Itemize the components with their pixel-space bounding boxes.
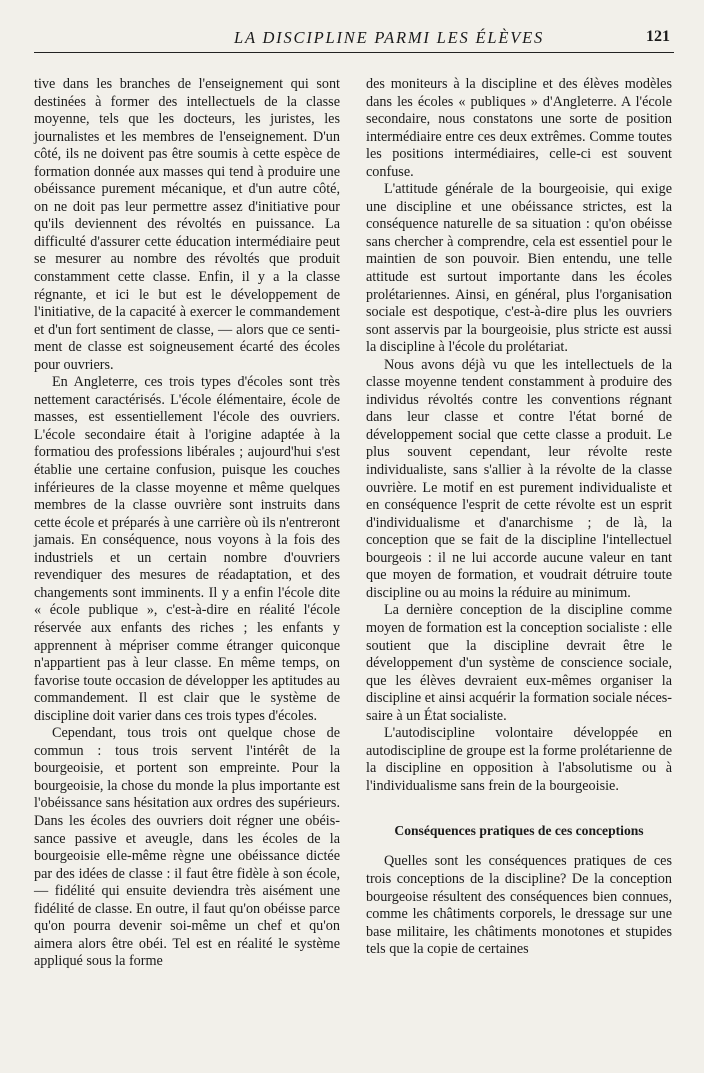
paragraph: En Angleterre, ces trois types d'écoles sont très nettement caractérisés. L'école élémentaire, école de masses, est essentiellement l'école des ouvriers. L'école secondaire était à l'origine adaptée à la formatiou des professions libérales ; aujourd'hui s'est établie une certaine confusion, puisque les couches inférieures de la classe moyenne et même quelques membres de la classe ouvrière sont instruits dans cette école et préparés à une carrière où ils n'entreront jamais. En conséquence, nous voyons à la fois des industriels et un certain nombre d'ouvriers revendiquer des mesures de réadaptation, et des changements sont imminents. Il y a enfin l'école dite « école publique », c'est-à-dire en réalité l'école réservée aux enfants des riches ; les enfants y apprennent à mépriser comme étranger quiconque n'appartient pas à leur classe. En même temps, on favorise toute occasion de développer les aptitudes au commandement. Il est clair que le système de discipline doit varier dans ces trois types d'écoles. (34, 374, 340, 724)
right-column (366, 76, 672, 959)
paragraph: Nous avons déjà vu que les intellectuels de la classe moyenne tendent constamment à produire des individus révoltés contre les conventions régnant dans leur classe et contre l'état borné de développement social que cette classe a produit. Le plus souvent cependant, leur révolte reste individualiste, sans s'allier à la révolte de la classe ouvrière. Le motif en est purement individualiste et en conséquence l'esprit de cette révolte est un esprit d'individualisme et d'anarchisme ; de là, la conception que se fait de la discipline l'intellectuel bourgeois : il ne lui accorde aucune valeur en tant que moyen de formation, et voudrait détruire toute discipline ou au moins la réduire au minimum. (366, 356, 672, 601)
running-title: LA DISCIPLINE PARMI LES ÉLÈVES (233, 28, 545, 47)
paragraph: des moniteurs à la discipline et des élèves modèles dans les écoles « publiques » d'Angleterre. A l'école secondaire, nous constatons une sorte de position intermédiaire entre ces deux extrêmes. Comme toutes les positions intermédiaires, celle-ci est souvent confuse. (366, 76, 672, 180)
paragraph: L'attitude générale de la bourgeoisie, qui exige une discipline et une obéissance strictes, est la conséquence naturelle de sa situation : qu'on obéisse sans chercher à comprendre, cela est essentiel pour le maintien de son pouvoir. Bien entendu, une telle attitude est surtout importante dans les écoles prolétariennes. Ainsi, en général, plus l'organisation sociale est despotique, c'est-à-dire plus les ouvriers sont asservis par la bourgeoisie, plus stricte est aussi la discipline à l'école du prolétariat. (366, 181, 672, 356)
paragraph: La dernière conception de la discipline comme moyen de formation est la conception socialiste : elle soutient que la discipline devrait être le développement d'un système de conscience sociale, que les élèves devraient eux-mêmes organiser la discipline et ainsi acquérir la formation sociale nécessaire à un État socialiste. (366, 602, 672, 724)
paragraph: Quelles sont les conséquences pratiques de ces trois conceptions de la discipline? De la conception bourgeoise résultent des conséquences bien connues, comme les châtiments corporels, le dressage sur une base militaire, les châtiments monotones et stupides tels que la copie de certaines (366, 853, 672, 958)
left-column (34, 76, 340, 971)
section-heading: Conséquences pratiques de ces conceptions (394, 823, 644, 839)
paragraph: L'autodiscipline volontaire développée en autodiscipline de groupe est la forme prolétarienne de la discipline en opposition à l'absolutisme ou à l'individualisme sans frein de la bourgeoisie. (366, 725, 672, 794)
page-number: 121 (646, 28, 670, 45)
paragraph: tive dans les branches de l'enseignement qui sont destinées à former des intellectuels de la classe moyenne, tels que les docteurs, les juristes, les journalistes et les membres de l'enseignement. D'un côté, ils ne doivent pas être soumis à cette espèce de formation donnée aux masses qui tend à produire une obéissance purement mécanique, et d'un autre côté, on ne doit pas leur permettre assez d'initiative pour qu'ils deviennent des révoltés en puissance. La difficulté d'assurer cette éducation intermédiaire peut se mesurer au nombre des révoltés que produit constamment cette classe. Enfin, il y a la classe régnante, et ici le but est le développement de l'initiative, de la capacité à exercer le commandement et d'un fort sentiment de classe, — alors que ce sentiment de classe est soigneusement écarté des écoles pour ouvriers. (34, 76, 340, 373)
page-header (34, 28, 674, 53)
paragraph: Cependant, tous trois ont quelque chose de commun : tous trois servent l'intérêt de la bourgeoisie, et portent son empreinte. Pour la bourgeoisie, la chose du monde la plus importante est l'obéissance sans hésitation aux ordres des supérieurs. Dans les écoles des ouvriers doit régner une obéissance passive et aveugle, dans les écoles de la bourgeoisie elle-même règne une obéissance dictée par des idées de classe : il faut être fidèle à son école, — fidélité qui ensuite deviendra très aisément une fidélité de classe. En outre, il faut qu'on obéisse parce qu'on pourra devenir soi-même un chef et qu'on aimera alors être obéi. Tel est en réalité le système appliqué sous la forme (34, 725, 340, 970)
